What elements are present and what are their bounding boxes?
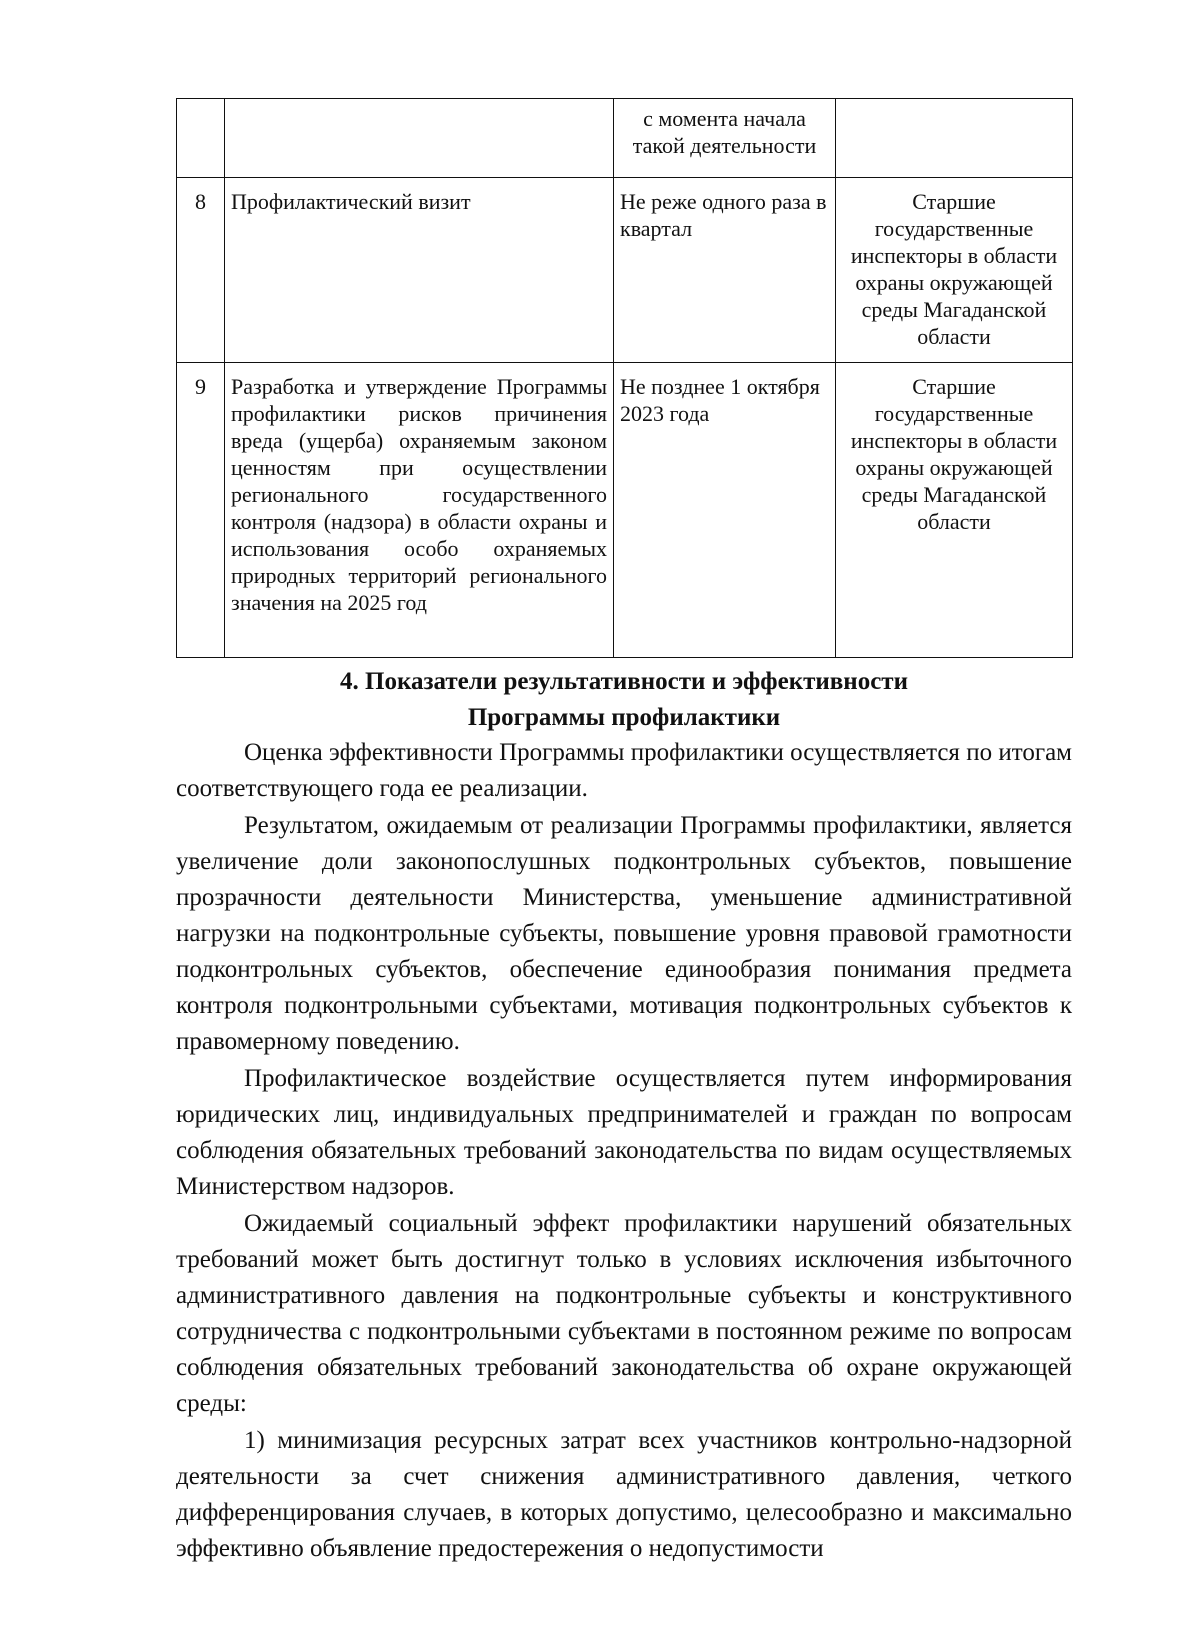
section-title-line-1: 4. Показатели результативности и эффективности: [340, 668, 908, 695]
row-number: 9: [177, 363, 225, 658]
paragraph: Результатом, ожидаемым от реализации Программы профилактики, является увеличение доли законопослушных подконтрольных субъектов, повышение прозрачности деятельности Министерства, уменьшение административной нагрузки на подконтрольные субъекты, повышение уровня правовой грамотности подконтрольных субъектов, обеспечение единообразия понимания предмета контроля подконтрольными субъектами, мотивация подконтрольных субъектов к правомерному поведению.: [176, 812, 1072, 1055]
responsible-cell: Старшие государственные инспекторы в области охраны окружающей среды Магаданской области: [836, 178, 1073, 363]
table-row: [177, 178, 1073, 363]
paragraph: Профилактическое воздействие осуществляется путем информирования юридических лиц, индивидуальных предпринимателей и граждан по вопросам соблюдения обязательных требований законодательства по видам осуществляемых Министерством надзоров.: [176, 1065, 1072, 1200]
table-row: [177, 363, 1073, 658]
prevention-plan-table: [176, 98, 1073, 658]
section-heading: [176, 664, 1072, 736]
responsible-cell: [836, 99, 1073, 178]
section-body: [176, 735, 1072, 1567]
row-number: 8: [177, 178, 225, 363]
paragraph: 1) минимизация ресурсных затрат всех участников контрольно-надзорной деятельности за счет снижения административного давления, четкого дифференцирования случаев, в которых допустимо, целесообразно и максимально эффективно объявление предостережения о недопустимости: [176, 1427, 1072, 1562]
section-title-line-2: Программы профилактики: [467, 704, 781, 731]
paragraph: Оценка эффективности Программы профилактики осуществляется по итогам соответствующего года ее реализации.: [176, 739, 1072, 802]
table-row: [177, 99, 1073, 178]
term-cell: с момента начала такой деятельности: [614, 99, 836, 178]
event-cell: Разработка и утверждение Программы профилактики рисков причинения вреда (ущерба) охраняемым законом ценностям при осуществлении регионального государственного контроля (надзора) в области охраны и использования особо охраняемых природных территорий регионального значения на 2025 год: [225, 363, 614, 658]
paragraph: Ожидаемый социальный эффект профилактики нарушений обязательных требований может быть достигнут только в условиях исключения избыточного административного давления на подконтрольные субъекты и конструктивного сотрудничества с подконтрольными субъектами в постоянном режиме по вопросам соблюдения обязательных требований законодательства об охране окружающей среды:: [176, 1210, 1072, 1417]
term-cell: Не позднее 1 октября 2023 года: [614, 363, 836, 658]
term-cell: Не реже одного раза в квартал: [614, 178, 836, 363]
event-cell: [225, 99, 614, 178]
responsible-cell: Старшие государственные инспекторы в области охраны окружающей среды Магаданской области: [836, 363, 1073, 658]
event-cell: Профилактический визит: [225, 178, 614, 363]
row-number: [177, 99, 225, 178]
